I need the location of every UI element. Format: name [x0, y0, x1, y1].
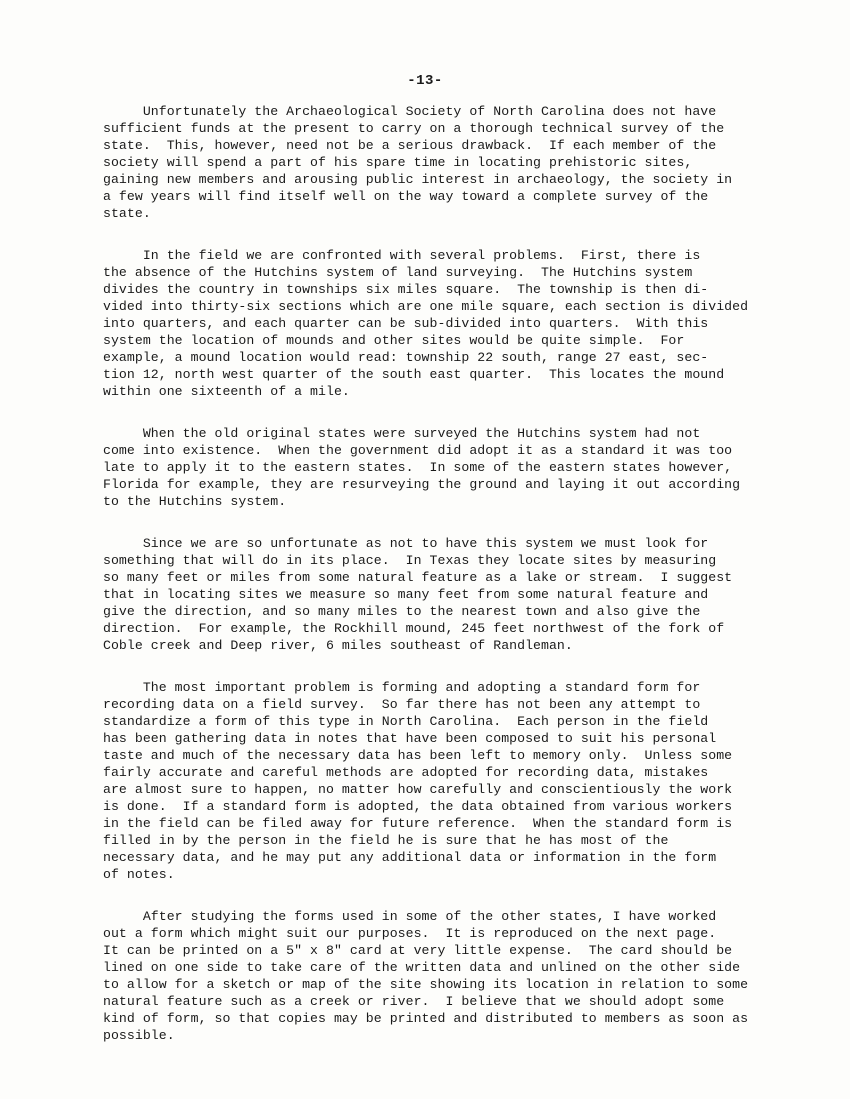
text-line: standardize a form of this type in North Carolina. Each person in the field	[103, 714, 709, 729]
paragraph	[103, 247, 793, 400]
text-line: state.	[103, 206, 151, 221]
paragraph	[103, 908, 793, 1044]
text-line: system the location of mounds and other sites would be quite simple. For	[103, 333, 685, 348]
text-line: kind of form, so that copies may be printed and distributed to members as soon as	[103, 1011, 749, 1026]
text-line: example, a mound location would read: township 22 south, range 27 east, sec-	[103, 350, 709, 365]
text-line: are almost sure to happen, no matter how carefully and conscientiously the work	[103, 782, 733, 797]
text-line: recording data on a field survey. So far there has not been any attempt to	[103, 697, 701, 712]
text-line: filled in by the person in the field he is sure that he has most of the	[103, 833, 669, 848]
text-line: is done. If a standard form is adopted, the data obtained from various workers	[103, 799, 733, 814]
text-line: lined on one side to take care of the written data and unlined on the other side	[103, 960, 741, 975]
text-line: state. This, however, need not be a serious drawback. If each member of the	[103, 138, 717, 153]
text-line: Coble creek and Deep river, 6 miles southeast of Randleman.	[103, 638, 573, 653]
text-line: taste and much of the necessary data has been left to memory only. Unless some	[103, 748, 733, 763]
text-line: The most important problem is forming and adopting a standard form for	[103, 680, 701, 695]
text-line: society will spend a part of his spare time in locating prehistoric sites,	[103, 155, 693, 170]
text-line: natural feature such as a creek or river. I believe that we should adopt some	[103, 994, 725, 1009]
text-line: Unfortunately the Archaeological Society of North Carolina does not have	[103, 104, 717, 119]
text-line: fairly accurate and careful methods are adopted for recording data, mistakes	[103, 765, 709, 780]
text-line: vided into thirty-six sections which are one mile square, each section is divided	[103, 299, 749, 314]
text-line: the absence of the Hutchins system of land surveying. The Hutchins system	[103, 265, 693, 280]
paragraph	[103, 103, 793, 222]
text-line: to the Hutchins system.	[103, 494, 287, 509]
text-line: late to apply it to the eastern states. In some of the eastern states however,	[103, 460, 733, 475]
text-line: tion 12, north west quarter of the south east quarter. This locates the mound	[103, 367, 725, 382]
text-line: to allow for a sketch or map of the site showing its location in relation to some	[103, 977, 749, 992]
text-line: direction. For example, the Rockhill mound, 245 feet northwest of the fork of	[103, 621, 725, 636]
text-line: into quarters, and each quarter can be sub-divided into quarters. With this	[103, 316, 709, 331]
text-line: When the old original states were surveyed the Hutchins system had not	[103, 426, 701, 441]
text-line: Since we are so unfortunate as not to have this system we must look for	[103, 536, 709, 551]
text-line: give the direction, and so many miles to the nearest town and also give the	[103, 604, 701, 619]
text-line: so many feet or miles from some natural feature as a lake or stream. I suggest	[103, 570, 733, 585]
paragraph	[103, 425, 793, 510]
text-line: It can be printed on a 5" x 8" card at very little expense. The card should be	[103, 943, 733, 958]
text-line: that in locating sites we measure so many feet from some natural feature and	[103, 587, 709, 602]
text-line: gaining new members and arousing public interest in archaeology, the society in	[103, 172, 733, 187]
text-line: within one sixteenth of a mile.	[103, 384, 350, 399]
text-line: out a form which might suit our purposes. It is reproduced on the next page.	[103, 926, 717, 941]
body-text	[103, 103, 793, 1069]
paragraph	[103, 679, 793, 883]
paragraph	[103, 535, 793, 654]
text-line: in the field can be filed away for future reference. When the standard form is	[103, 816, 733, 831]
text-line: something that will do in its place. In Texas they locate sites by measuring	[103, 553, 717, 568]
text-line: After studying the forms used in some of the other states, I have worked	[103, 909, 717, 924]
text-line: come into existence. When the government did adopt it as a standard it was too	[103, 443, 733, 458]
text-line: In the field we are confronted with several problems. First, there is	[103, 248, 701, 263]
text-line: divides the country in townships six miles square. The township is then di-	[103, 282, 709, 297]
text-line: sufficient funds at the present to carry on a thorough technical survey of the	[103, 121, 725, 136]
text-line: necessary data, and he may put any additional data or information in the form	[103, 850, 717, 865]
text-line: has been gathering data in notes that have been composed to suit his personal	[103, 731, 717, 746]
text-line: possible.	[103, 1028, 175, 1043]
text-line: of notes.	[103, 867, 175, 882]
text-line: Florida for example, they are resurveying the ground and laying it out according	[103, 477, 741, 492]
page-number: -13-	[407, 73, 443, 89]
text-line: a few years will find itself well on the way toward a complete survey of the	[103, 189, 709, 204]
